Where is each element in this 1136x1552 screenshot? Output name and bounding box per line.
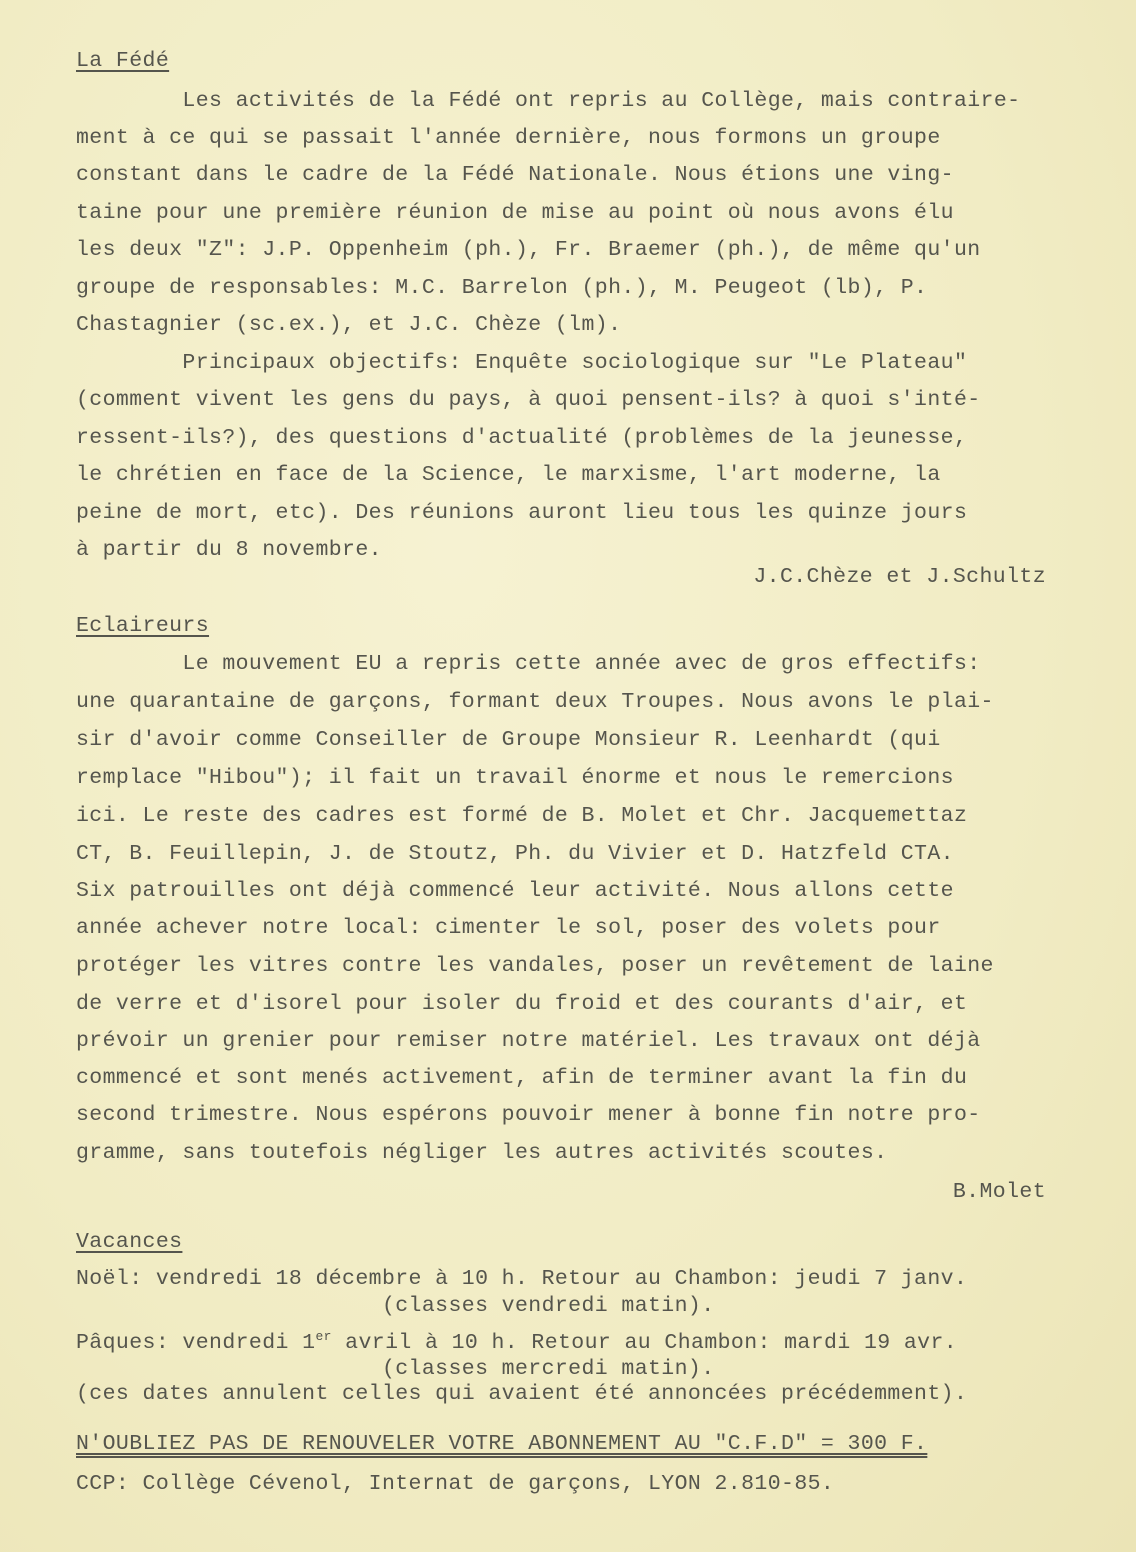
text-line: Chastagnier (sc.ex.), et J.C. Chèze (lm). — [76, 313, 622, 337]
text-line: ici. Le reste des cadres est formé de B. Molet et Chr. Jacquemettaz — [76, 804, 968, 828]
section-heading-eclaireurs: Eclaireurs — [76, 614, 210, 638]
text-line: le chrétien en face de la Science, le marxisme, l'art moderne, la — [76, 463, 941, 487]
text-line-noel-classes: (classes vendredi matin). — [76, 1294, 715, 1318]
text-line-paques-classes: (classes mercredi matin). — [76, 1357, 715, 1381]
text-line: une quarantaine de garçons, formant deux Troupes. Nous avons le plai- — [76, 690, 994, 714]
text-line-paques — [76, 1329, 957, 1357]
text-line: ressent-ils?), des questions d'actualité (problèmes de la jeunesse, — [76, 426, 968, 450]
paques-superscript: er — [315, 1329, 332, 1344]
text-line: gramme, sans toutefois négliger les autres activités scoutes. — [76, 1141, 888, 1165]
text-line: taine pour une première réunion de mise au point où nous avons élu — [76, 201, 954, 225]
text-line: de verre et d'isorel pour isoler du froid et des courants d'air, et — [76, 992, 968, 1016]
text-line: groupe de responsables: M.C. Barrelon (ph.), M. Peugeot (lb), P. — [76, 276, 928, 300]
text-line: (comment vivent les gens du pays, à quoi pensent-ils? à quoi s'inté- — [76, 388, 981, 412]
section-heading-vacances: Vacances — [76, 1230, 183, 1254]
text-line: à partir du 8 novembre. — [76, 538, 382, 562]
text-line: sir d'avoir comme Conseiller de Groupe Monsieur R. Leenhardt (qui — [76, 728, 941, 752]
signature-eclaireurs: B.Molet — [952, 1180, 1046, 1204]
text-line: Le mouvement EU a repris cette année avec de gros effectifs: — [76, 652, 981, 676]
paques-end: avril à 10 h. Retour au Chambon: mardi 19 avr. — [331, 1331, 958, 1355]
ccp-line: CCP: Collège Cévenol, Internat de garçons, LYON 2.810-85. — [76, 1472, 835, 1496]
text-line: Principaux objectifs: Enquête sociologique sur "Le Plateau" — [76, 351, 968, 375]
text-line: CT, B. Feuillepin, J. de Stoutz, Ph. du Vivier et D. Hatzfeld CTA. — [76, 842, 954, 866]
text-line: ment à ce qui se passait l'année dernière, nous formons un groupe — [76, 126, 941, 150]
text-line: protéger les vitres contre les vandales, poser un revêtement de laine — [76, 954, 994, 978]
text-line: année achever notre local: cimenter le sol, poser des volets pour — [76, 916, 941, 940]
paques-start: Pâques: vendredi 1 — [76, 1331, 316, 1355]
text-line-note: (ces dates annulent celles qui avaient été annoncées précédemment). — [76, 1382, 968, 1406]
text-line: prévoir un grenier pour remiser notre matériel. Les travaux ont déjà — [76, 1029, 981, 1053]
text-line: Six patrouilles ont déjà commencé leur activité. Nous allons cette — [76, 879, 954, 903]
text-line: second trimestre. Nous espérons pouvoir mener à bonne fin notre pro- — [76, 1103, 981, 1127]
text-line-noel: Noël: vendredi 18 décembre à 10 h. Retour au Chambon: jeudi 7 janv. — [76, 1267, 968, 1291]
section-heading-fede: La Fédé — [76, 49, 170, 73]
text-line: les deux "Z": J.P. Oppenheim (ph.), Fr. Braemer (ph.), de même qu'un — [76, 238, 981, 262]
signature-fede: J.C.Chèze et J.Schultz — [753, 565, 1046, 589]
text-line: Les activités de la Fédé ont repris au Collège, mais contraire- — [76, 89, 1021, 113]
text-line: commencé et sont menés activement, afin de terminer avant la fin du — [76, 1066, 968, 1090]
text-line: peine de mort, etc). Des réunions auront lieu tous les quinze jours — [76, 501, 968, 525]
text-line: remplace "Hibou"); il fait un travail énorme et nous le remercions — [76, 766, 954, 790]
subscription-reminder: N'OUBLIEZ PAS DE RENOUVELER VOTRE ABONNEMENT AU "C.F.D" = 300 F. — [76, 1432, 928, 1456]
text-line: constant dans le cadre de la Fédé Nationale. Nous étions une ving- — [76, 163, 954, 187]
